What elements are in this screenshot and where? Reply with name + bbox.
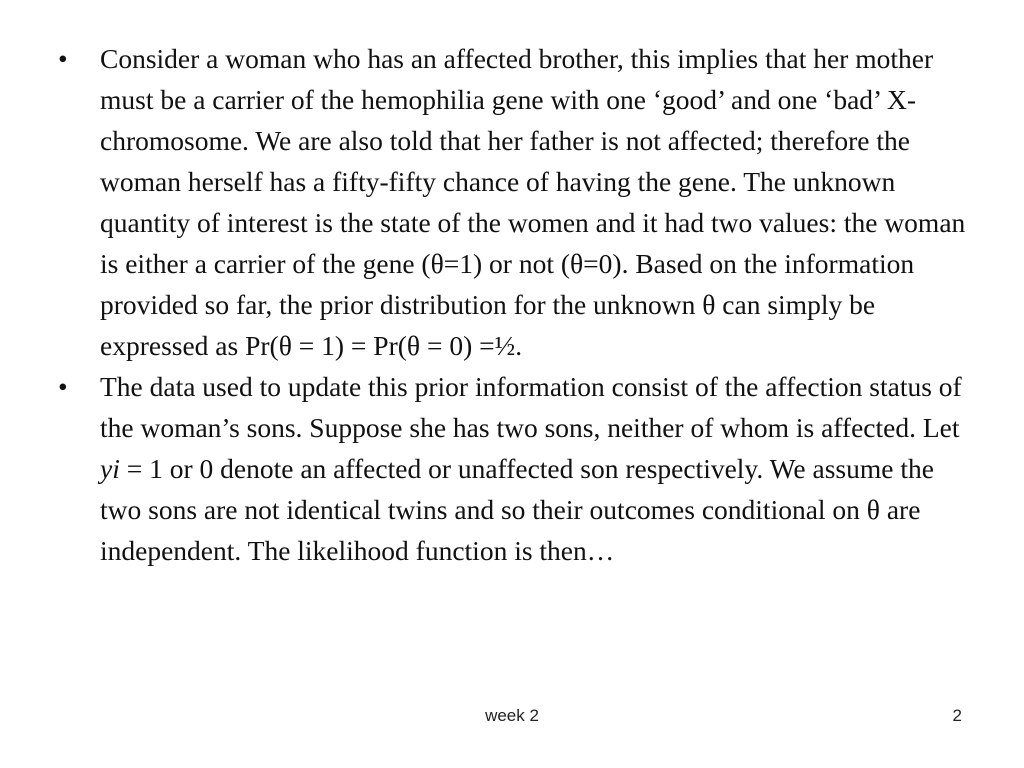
variable-yi: yi	[100, 453, 120, 484]
bullet-item-1	[58, 38, 968, 366]
bullet-marker: •	[58, 371, 68, 402]
bullet-text-2	[100, 366, 968, 571]
bullet-text-2-after: = 1 or 0 denote an affected or unaffected son respectively. We assume the two sons are not identical twins and so their outcomes conditional on θ are independent. The likelihood function is then…	[100, 453, 934, 566]
bullet-marker: •	[58, 43, 68, 74]
bullet-text-1: Consider a woman who has an affected brother, this implies that her mother must be a carrier of the hemophilia gene with one ‘good’ and one ‘bad’ X-chromosome. We are also told that her father is not affected; therefore the woman herself has a fifty-fifty chance of having the gene. The unknown quantity of interest is the state of the women and it had two values: the woman is either a carrier of the gene (θ=1) or not (θ=0). Based on the information provided so far, the prior distribution for the unknown θ can simply be expressed as Pr(θ = 1) = Pr(θ = 0) =½.	[100, 43, 966, 361]
bullet-text-2-before: The data used to update this prior information consist of the affection status of the woman’s sons. Suppose she has two sons, neither of whom is affected. Let	[100, 371, 962, 443]
footer-week-label: week 2	[485, 706, 539, 725]
slide-body	[58, 38, 968, 571]
footer-page-number: 2	[952, 706, 962, 725]
bullet-item-2	[58, 366, 968, 571]
